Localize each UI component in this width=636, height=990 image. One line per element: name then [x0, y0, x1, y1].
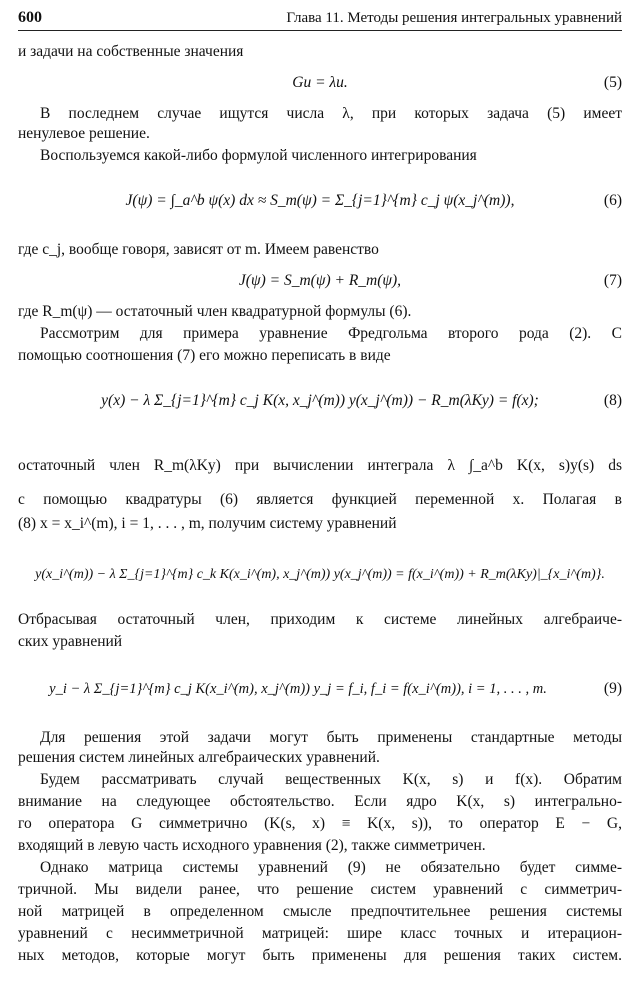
text-line: Для решения этой задачи могут быть применены стандартные методы — [40, 729, 622, 746]
text-line: остаточный член R_m(λKy) при вычислении интеграла λ ∫_a^b K(x, s)y(s) ds — [18, 457, 622, 474]
text-line: и задачи на собственные значения — [18, 43, 244, 60]
equation-number: (5) — [603, 74, 622, 91]
running-header — [18, 8, 622, 31]
text-line: помощью соотношения (7) его можно переписать в виде — [18, 347, 391, 364]
text-line: ной матрицей в определенном смысле предпочтительнее решения системы — [18, 903, 622, 920]
text-line: решения систем линейных алгебраических уравнений. — [18, 749, 380, 766]
chapter-title: Глава 11. Методы решения интегральных уравнений — [286, 10, 622, 26]
text-line: тричной. Мы видели ранее, что решение систем уравнений с симметрич- — [18, 881, 622, 898]
formula-8 — [18, 388, 622, 414]
text-line: го оператора G симметрично (K(s, x) ≡ K(x, s)), то оператор E − G, — [18, 815, 622, 832]
formula-7 — [18, 268, 622, 294]
formula-9 — [18, 676, 622, 702]
text-line: уравнений с несимметричной матрицей: шире класс точных и итерацион- — [18, 925, 622, 942]
equation-number: (7) — [603, 272, 622, 289]
text-line: Воспользуемся какой-либо формулой численного интегрирования — [40, 147, 477, 164]
text-line: ных методов, которые могут быть применены для решения таких систем. — [18, 947, 622, 964]
text-line: Рассмотрим для примера уравнение Фредгольма второго рода (2). С — [40, 325, 622, 342]
page-number: 600 — [18, 9, 42, 26]
formula-system — [18, 562, 622, 588]
text-line: с помощью квадратуры (6) является функцией переменной x. Полагая в — [18, 491, 622, 508]
text-line: где R_m(ψ) — остаточный член квадратурной формулы (6). — [18, 303, 412, 320]
formula-body: y(x_i^(m)) − λ Σ_{j=1}^{m} c_k K(x_i^(m), x_j^(m)) y(x_j^(m)) = f(x_i^(m)) + R_m(λKy)|_{x_i^(m)}. — [35, 567, 605, 582]
equation-number: (9) — [603, 680, 622, 697]
text-line: В последнем случае ищутся числа λ, при которых задача (5) имеет — [40, 105, 622, 122]
formula-body: y_i − λ Σ_{j=1}^{m} c_j K(x_i^(m), x_j^(m)) y_j = f_i, f_i = f(x_i^(m)), i = 1, . . . , m. — [49, 681, 547, 697]
formula-body: J(ψ) = ∫_a^b ψ(x) dx ≈ S_m(ψ) = Σ_{j=1}^{m} c_j ψ(x_j^(m)), — [125, 192, 515, 209]
formula-body: Gu = λu. — [292, 74, 348, 91]
text-line: ненулевое решение. — [18, 125, 150, 142]
text-line: (8) x = x_i^(m), i = 1, . . . , m, получим систему уравнений — [18, 515, 397, 532]
formula-body: y(x) − λ Σ_{j=1}^{m} c_j K(x, x_j^(m)) y(x_j^(m)) − R_m(λKy) = f(x); — [101, 392, 539, 409]
text-line: входящий в левую часть исходного уравнения (2), также симметричен. — [18, 837, 486, 854]
text-line: ских уравнений — [18, 633, 123, 650]
text-line: внимание на следующее обстоятельство. Если ядро K(x, s) интегрально- — [18, 793, 622, 810]
formula-5 — [18, 70, 622, 96]
text-line: Однако матрица системы уравнений (9) не обязательно будет симме- — [40, 859, 622, 876]
text-line: Отбрасывая остаточный член, приходим к системе линейных алгебраиче- — [18, 611, 622, 628]
formula-body: J(ψ) = S_m(ψ) + R_m(ψ), — [238, 272, 402, 289]
equation-number: (8) — [603, 392, 622, 409]
text-line: Будем рассматривать случай вещественных K(x, s) и f(x). Обратим — [40, 771, 622, 788]
text-line: где c_j, вообще говоря, зависят от m. Имеем равенство — [18, 241, 379, 258]
formula-6 — [18, 188, 622, 214]
equation-number: (6) — [603, 192, 622, 209]
